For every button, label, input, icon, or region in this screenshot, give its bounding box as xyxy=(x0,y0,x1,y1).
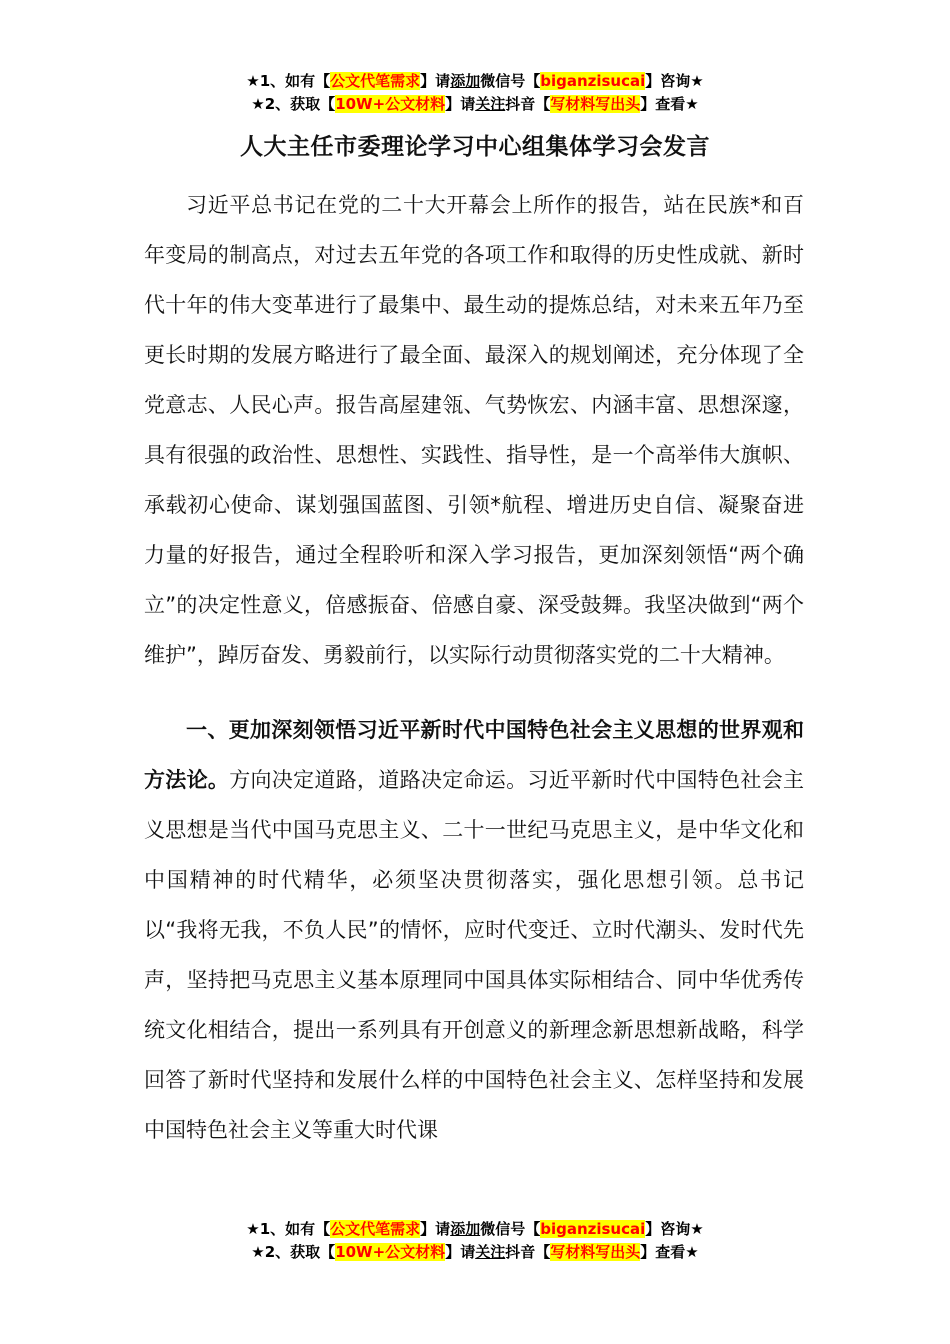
star-icon: ★ xyxy=(246,1220,260,1238)
banner-text: 2、获取【 xyxy=(264,1243,336,1261)
banner-text: 】请 xyxy=(420,1220,451,1238)
highlight-materials: 10W+公文材料 xyxy=(335,1243,446,1261)
banner-line-1 xyxy=(0,1218,950,1241)
banner-text: 】请 xyxy=(420,72,451,90)
intro-paragraph: 习近平总书记在党的二十大开幕会上所作的报告，站在民族*和百年变局的制高点，对过去五年党的各项工作和取得的历史性成就、新时代十年的伟大变革进行了最集中、最生动的提炼总结，对未来五年乃至更长时期的发展方略进行了最全面、最深入的规划阐述，充分体现了全党意志、人民心声。报告高屋建瓴、气势恢宏、内涵丰富、思想深邃，具有很强的政治性、思想性、实践性、指导性，是一个高举伟大旗帜、承载初心使命、谋划强国蓝图、引领*航程、增进历史自信、凝聚奋进力量的好报告，通过全程聆听和深入学习报告，更加深刻领悟“两个确立”的决定性意义，倍感振奋、倍感自豪、深受鼓舞。我坚决做到“两个维护”，踔厉奋发、勇毅前行，以实际行动贯彻落实党的二十大精神。 xyxy=(144,193,804,667)
banner-underlined: 关注 xyxy=(475,1243,506,1261)
banner-text: 抖音【 xyxy=(505,95,551,113)
banner-text: 】咨询★ xyxy=(645,72,704,90)
banner-line-1 xyxy=(0,70,950,93)
banner-text: 】咨询★ xyxy=(645,1220,704,1238)
banner-text: 】请 xyxy=(445,95,476,113)
highlight-service: 公文代笔需求 xyxy=(330,72,421,90)
banner-text: 1、如有【 xyxy=(259,1220,331,1238)
banner-underlined: 关注 xyxy=(475,95,506,113)
banner-text: 微信号【 xyxy=(480,72,541,90)
banner-text: 抖音【 xyxy=(505,1243,551,1261)
banner-text: 1、如有【 xyxy=(259,72,331,90)
highlight-wechat-id: biganzisucai xyxy=(540,72,646,90)
banner-underlined: 添加 xyxy=(450,1220,481,1238)
section-1-paragraph xyxy=(144,705,804,1155)
banner-text: 】查看★ xyxy=(640,1243,699,1261)
star-icon: ★ xyxy=(246,72,260,90)
banner-text: 微信号【 xyxy=(480,1220,541,1238)
highlight-materials: 10W+公文材料 xyxy=(335,95,446,113)
star-icon: ★ xyxy=(251,1243,265,1261)
footer-banner xyxy=(0,1218,950,1264)
banner-text: 】请 xyxy=(445,1243,476,1261)
star-icon: ★ xyxy=(251,95,265,113)
document-body xyxy=(144,180,804,1155)
banner-text: 】查看★ xyxy=(640,95,699,113)
highlight-douyin-account: 写材料写出头 xyxy=(550,95,641,113)
header-banner xyxy=(0,70,950,116)
highlight-wechat-id: biganzisucai xyxy=(540,1220,646,1238)
highlight-douyin-account: 写材料写出头 xyxy=(550,1243,641,1261)
banner-line-2 xyxy=(0,93,950,116)
highlight-service: 公文代笔需求 xyxy=(330,1220,421,1238)
section-1-body: 方向决定道路，道路决定命运。习近平新时代中国特色社会主义思想是当代中国马克思主义、二十一世纪马克思主义，是中华文化和中国精神的时代精华，必须坚决贯彻落实，强化思想引领。总书记以“我将无我，不负人民”的情怀，应时代变迁、立时代潮头、发时代先声，坚持把马克思主义基本原理同中国具体实际相结合、同中华优秀传统文化相结合，提出一系列具有开创意义的新理念新思想新战略，科学回答了新时代坚持和发展什么样的中国特色社会主义、怎样坚持和发展中国特色社会主义等重大时代课 xyxy=(144,768,805,1142)
section-1-heading: 一、更加深刻领悟习近平新时代中国特色社会主义思想的世界观和方法论。 xyxy=(144,718,804,792)
banner-line-2 xyxy=(0,1241,950,1264)
document-title: 人大主任市委理论学习中心组集体学习会发言 xyxy=(240,134,710,160)
banner-underlined: 添加 xyxy=(450,72,481,90)
banner-text: 2、获取【 xyxy=(264,95,336,113)
